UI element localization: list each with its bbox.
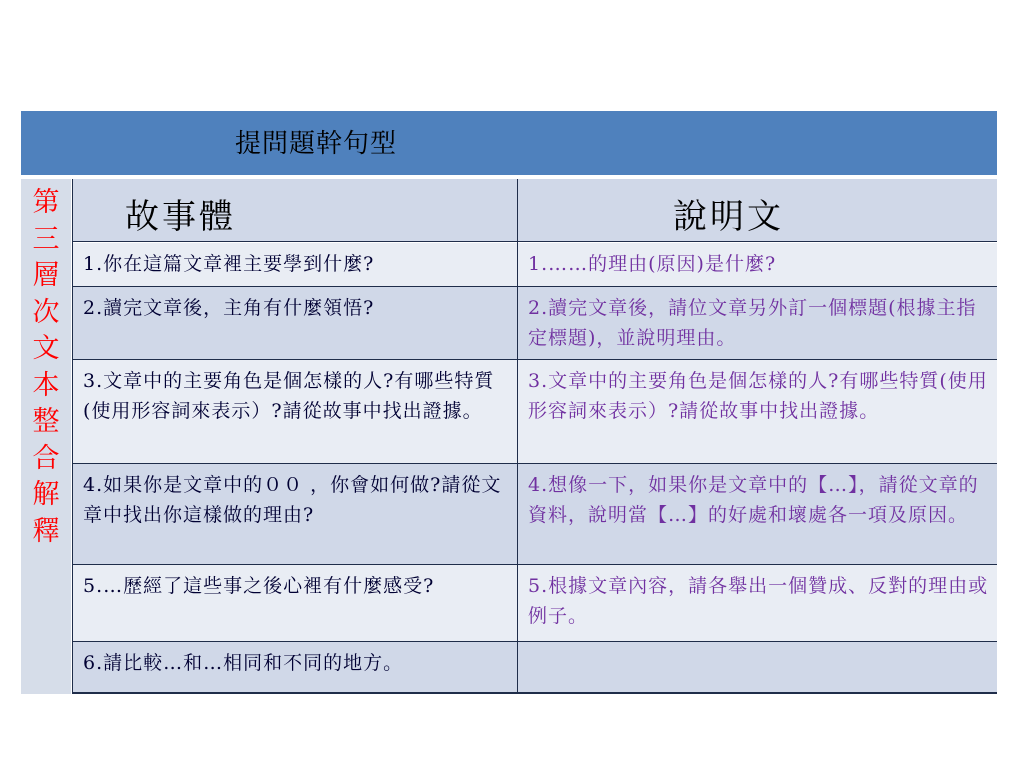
expository-question-cell: 2.讀完文章後，請位文章另外訂一個標題(根據主指定標題)，並說明理由。: [518, 287, 997, 359]
side-label-char: 整: [32, 406, 60, 437]
story-question-cell: 6.請比較…和…相同和不同的地方。: [73, 642, 517, 692]
story-question-cell: 3.文章中的主要角色是個怎樣的人?有哪些特質(使用形容詞來表示）?請從故事中找出證據。: [73, 360, 517, 463]
column-header-story: [73, 179, 517, 241]
table-bottom-border: [73, 692, 997, 694]
column-header-expository: [518, 179, 997, 241]
row-divider: [73, 641, 997, 642]
column-header-story-label: 故事體: [125, 197, 236, 237]
table-header-row: [21, 111, 997, 177]
table-row: [73, 642, 997, 692]
table-row: [73, 287, 997, 359]
table-row: [73, 464, 997, 564]
question-stem-table: [21, 111, 997, 694]
side-label-char: 次: [32, 296, 60, 328]
row-divider: [73, 359, 997, 360]
expository-question-cell: 4.想像一下，如果你是文章中的【…】，請從文章的資料，說明當【…】的好處和壞處各一項及原因。: [518, 464, 997, 564]
expository-question-cell: 5.根據文章內容，請各舉出一個贊成、反對的理由或例子。: [518, 565, 997, 641]
column-header-expository-label: 說明文: [673, 197, 784, 237]
row-divider: [73, 564, 997, 565]
story-question-cell: 5.…歷經了這些事之後心裡有什麼感受?: [73, 565, 517, 641]
side-label-char: 文: [32, 333, 60, 364]
table-row: [73, 360, 997, 463]
side-label: [21, 185, 71, 550]
side-label-char: 三: [32, 223, 60, 255]
side-label-char: 第: [32, 187, 60, 218]
story-question-cell: 4.如果你是文章中的００ ，你會如何做?請從文章中找出你這樣做的理由?: [73, 464, 517, 564]
table-row: [73, 565, 997, 641]
side-label-char: 解: [32, 479, 60, 510]
side-label-char: 合: [32, 442, 60, 474]
story-question-cell: 1.你在這篇文章裡主要學到什麼?: [73, 243, 517, 286]
row-divider: [73, 286, 997, 287]
expository-question-cell: [518, 642, 997, 692]
expository-question-cell: 1.……的理由(原因)是什麼?: [518, 243, 997, 286]
side-label-char: 釋: [32, 515, 60, 547]
side-label-column: [21, 179, 71, 694]
table-title: 提問題幹句型: [235, 129, 398, 159]
side-label-char: 層: [32, 260, 60, 291]
row-divider: [73, 241, 997, 242]
expository-question-cell: 3.文章中的主要角色是個怎樣的人?有哪些特質(使用形容詞來表示）?請從故事中找出證據。: [518, 360, 997, 463]
story-question-cell: 2.讀完文章後，主角有什麼領悟?: [73, 287, 517, 359]
side-label-char: 本: [32, 369, 60, 401]
column-divider: [72, 179, 73, 694]
table-row: [73, 243, 997, 286]
column-divider: [517, 179, 518, 694]
row-divider: [73, 463, 997, 464]
